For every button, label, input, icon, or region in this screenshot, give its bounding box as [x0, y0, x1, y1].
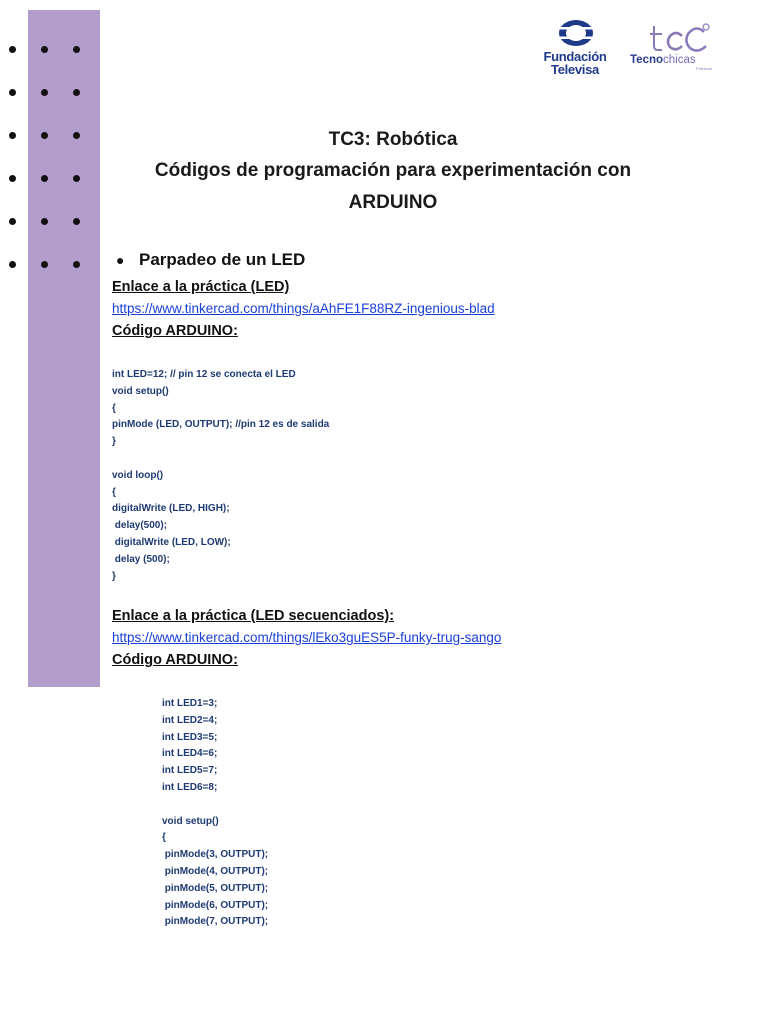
code-line: } — [112, 570, 116, 582]
code-label-sequenced: Código ARDUINO: — [112, 652, 238, 668]
dot — [9, 132, 16, 139]
fundacion-televisa-logo — [536, 18, 614, 76]
code-block-sequenced — [162, 696, 268, 931]
code-line: int LED1=3; — [162, 698, 218, 709]
chicas-text: chicas — [663, 54, 696, 66]
code-block-led — [112, 367, 329, 585]
code-line: { — [112, 402, 116, 414]
dot — [9, 261, 16, 268]
sidebar-stripe — [28, 10, 100, 687]
code-line: pinMode(5, OUTPUT); — [162, 882, 269, 894]
dot — [9, 46, 16, 53]
code-line: delay (500); — [112, 553, 170, 565]
code-line: pinMode(7, OUTPUT); — [162, 916, 269, 928]
code-line: pinMode (LED, OUTPUT); //pin 12 es de salida — [112, 419, 330, 431]
tecnochicas-wordmark — [630, 54, 696, 66]
page-title: TC3: Robótica — [328, 129, 458, 150]
dot — [9, 175, 16, 182]
code-line: { — [112, 486, 116, 498]
televisa-emblem-icon — [556, 18, 596, 48]
dot — [9, 89, 16, 96]
tinkercad-link-led[interactable]: https://www.tinkercad.com/things/aAhFE1F88RZ-ingenious-blad — [112, 301, 495, 316]
dot — [73, 261, 80, 268]
code-line: int LED2=4; — [162, 714, 218, 726]
tecnochicas-logo — [628, 20, 720, 72]
dot — [41, 46, 48, 53]
code-line: pinMode(6, OUTPUT); — [162, 899, 269, 911]
page-subtitle: Códigos de programación para experimentación con — [154, 160, 632, 181]
fundacion-text: Fundación — [543, 49, 607, 64]
tc-mark-icon — [648, 22, 712, 54]
practice-link-label: Enlace a la práctica (LED) — [112, 279, 290, 295]
practice-link-label-sequenced: Enlace a la práctica (LED secuenciados): — [112, 608, 395, 624]
dot — [73, 175, 80, 182]
code-line: delay(500); — [112, 520, 168, 532]
code-line: digitalWrite (LED, HIGH); — [112, 503, 230, 515]
dot — [41, 218, 48, 225]
dot — [41, 132, 48, 139]
code-line — [112, 451, 329, 468]
page-subtitle-arduino: ARDUINO — [348, 192, 438, 213]
section-heading-text: Parpadeo de un LED — [139, 250, 306, 269]
code-line: void loop() — [112, 469, 164, 481]
code-line: pinMode(3, OUTPUT); — [162, 849, 269, 861]
bullet-icon: ● — [116, 252, 125, 268]
dot — [41, 89, 48, 96]
dot — [73, 46, 80, 53]
code-line: pinMode(4, OUTPUT); — [162, 865, 269, 877]
code-line: int LED5=7; — [162, 765, 218, 777]
dot — [41, 175, 48, 182]
tecno-text: Tecno — [630, 54, 664, 66]
code-line: { — [162, 832, 166, 844]
dot — [9, 218, 16, 225]
tinkercad-link-sequenced[interactable]: https://www.tinkercad.com/things/lEko3guES5P-funky-trug-sango — [112, 630, 502, 645]
section-heading — [116, 250, 305, 270]
code-line: int LED6=8; — [162, 781, 218, 793]
dot — [41, 261, 48, 268]
code-line: int LED3=5; — [162, 731, 218, 743]
code-line: void setup() — [112, 385, 169, 397]
dot — [73, 132, 80, 139]
code-label: Código ARDUINO: — [112, 323, 238, 339]
tecnochicas-tag: Fideicom — [696, 66, 713, 71]
code-line: } — [112, 436, 116, 448]
dot — [73, 218, 80, 225]
code-line: int LED4=6; — [162, 748, 218, 760]
code-line — [162, 797, 268, 814]
code-line: void setup() — [162, 815, 219, 827]
dot — [73, 89, 80, 96]
code-line: digitalWrite (LED, LOW); — [112, 536, 231, 548]
code-line: int LED=12; // pin 12 se conecta el LED — [112, 369, 296, 380]
televisa-text: Televisa — [551, 62, 599, 77]
